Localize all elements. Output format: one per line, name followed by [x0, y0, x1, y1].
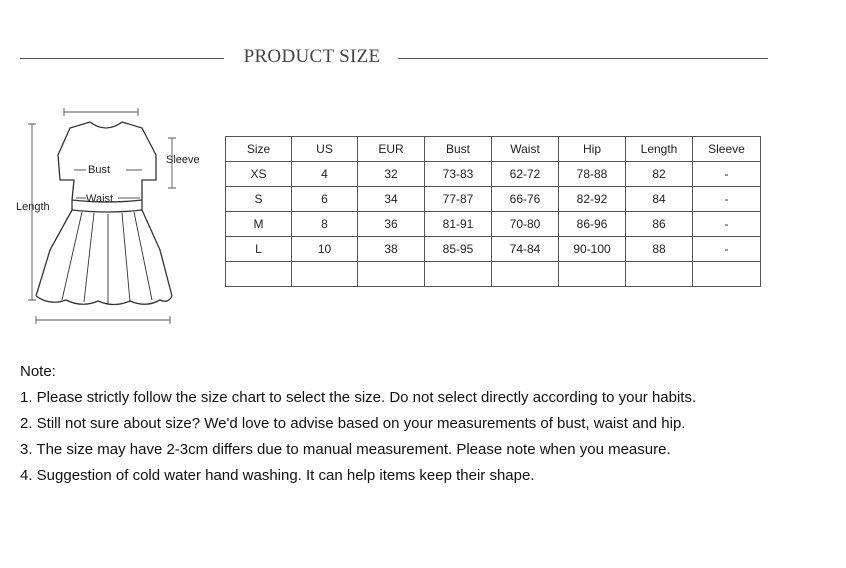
table-cell: 84 [626, 187, 693, 212]
note-item: 3. The size may have 2-3cm differs due to manual measurement. Please note when you measure. [20, 441, 671, 458]
table-cell: 6 [292, 187, 358, 212]
table-cell: 32 [358, 162, 425, 187]
table-row [226, 212, 761, 237]
page-title: PRODUCT SIZE [243, 46, 381, 67]
col-header-bust: Bust [425, 137, 492, 162]
table-cell [693, 262, 761, 287]
table-row [226, 187, 761, 212]
table-cell: 73-83 [425, 162, 492, 187]
dress-outline [36, 122, 172, 305]
table-cell: L [226, 237, 292, 262]
size-table-header-row [226, 137, 761, 162]
note-item: 1. Please strictly follow the size chart to select the size. Do not select directly according to your habits. [20, 389, 697, 406]
table-cell [492, 262, 559, 287]
waist-label: Waist [86, 193, 114, 205]
table-cell: 82-92 [559, 187, 626, 212]
table-cell: 88 [626, 237, 693, 262]
col-header-sleeve: Sleeve [693, 137, 761, 162]
table-cell: 70-80 [492, 212, 559, 237]
table-cell: 62-72 [492, 162, 559, 187]
notes-heading: Note: [20, 363, 56, 380]
table-cell [425, 262, 492, 287]
col-header-length: Length [626, 137, 693, 162]
table-cell: 85-95 [425, 237, 492, 262]
col-header-us: US [292, 137, 358, 162]
table-cell: 38 [358, 237, 425, 262]
table-cell: 10 [292, 237, 358, 262]
note-item: 4. Suggestion of cold water hand washing. It can help items keep their shape. [20, 467, 535, 484]
col-header-eur: EUR [358, 137, 425, 162]
table-row [226, 237, 761, 262]
table-row-empty [226, 262, 761, 287]
table-cell [292, 262, 358, 287]
table-cell: - [693, 162, 761, 187]
table-cell: 4 [292, 162, 358, 187]
table-cell: 8 [292, 212, 358, 237]
col-header-size: Size [226, 137, 292, 162]
header-rule-right [398, 58, 768, 59]
table-cell: - [693, 187, 761, 212]
table-cell: 81-91 [425, 212, 492, 237]
table-cell: 82 [626, 162, 693, 187]
table-cell: 78-88 [559, 162, 626, 187]
table-cell: - [693, 212, 761, 237]
table-cell: 34 [358, 187, 425, 212]
table-cell: 86 [626, 212, 693, 237]
table-row [226, 162, 761, 187]
notes-section [20, 362, 696, 492]
table-cell: S [226, 187, 292, 212]
col-header-waist: Waist [492, 137, 559, 162]
table-cell: XS [226, 162, 292, 187]
bust-label: Bust [88, 164, 111, 176]
table-cell [626, 262, 693, 287]
col-header-hip: Hip [559, 137, 626, 162]
table-cell: 90-100 [559, 237, 626, 262]
note-item: 2. Still not sure about size? We'd love to advise based on your measurements of bust, waist and hip. [20, 415, 686, 432]
table-cell: 74-84 [492, 237, 559, 262]
table-cell [559, 262, 626, 287]
table-cell: - [693, 237, 761, 262]
table-cell: M [226, 212, 292, 237]
table-cell: 77-87 [425, 187, 492, 212]
measure-lines [28, 108, 176, 324]
size-table [225, 136, 761, 287]
table-cell [226, 262, 292, 287]
header-rule-left [20, 58, 224, 59]
table-cell: 66-76 [492, 187, 559, 212]
table-cell [358, 262, 425, 287]
table-cell: 36 [358, 212, 425, 237]
sleeve-label: Sleeve [166, 154, 200, 166]
table-cell: 86-96 [559, 212, 626, 237]
length-label: Length [16, 201, 50, 213]
dress-diagram [10, 100, 210, 330]
